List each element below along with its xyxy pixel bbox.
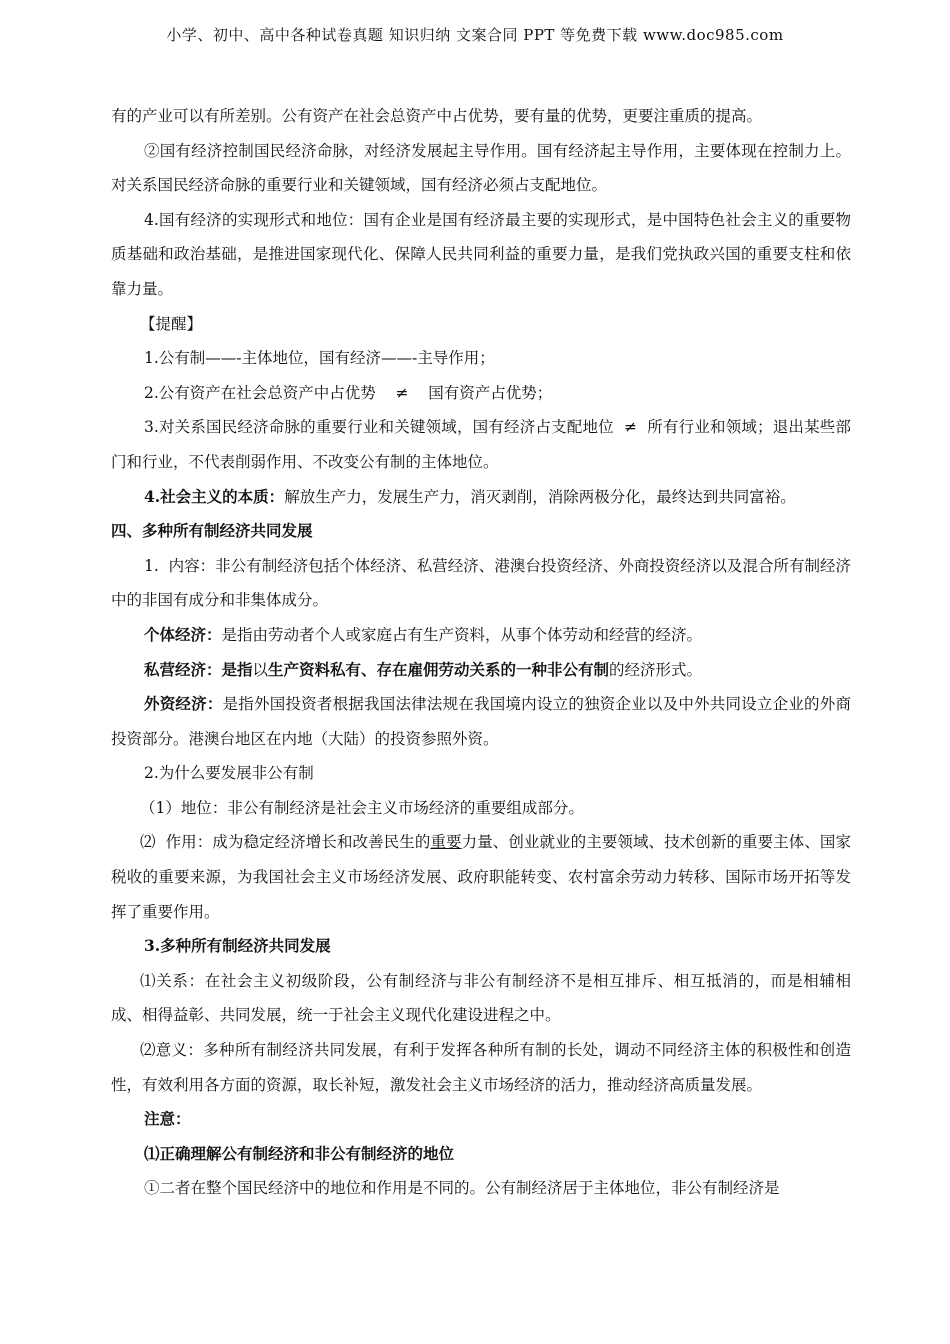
paragraph — [111, 203, 851, 307]
note-subheading — [111, 1137, 851, 1172]
paragraph-text: ⑵ 作用：成为稳定经济增长和改善民生的 — [140, 833, 431, 852]
paragraph — [111, 756, 851, 791]
document-body — [111, 99, 851, 1206]
heading-text: 3.多种所有制经济共同发展 — [144, 936, 331, 956]
paragraph-text: 【提醒】 — [140, 314, 203, 333]
paragraph-text: 是指外国投资者根据我国法律法规在我国境内设立的独资企业以及中外共同设立企业的外商投资部分。港澳台地区在内地（大陆）的投资参照外资。 — [111, 695, 851, 748]
paragraph — [111, 653, 851, 688]
paragraph — [111, 307, 851, 342]
paragraph-text: ①二者在整个国民经济中的地位和作用是不同的。公有制经济居于主体地位，非公有制经济是 — [144, 1179, 780, 1198]
paragraph — [111, 1171, 851, 1206]
paragraph — [111, 341, 851, 376]
paragraph-text: 力量、创业就业的主要领域、技术创新的重要主体、国家税收的重要来源，为我国社会主义市场经济发展、政府职能转变、农村富余劳动力转移、国际市场开拓等发挥了重要作用。 — [111, 833, 851, 921]
paragraph — [111, 376, 851, 411]
paragraph-text: 1. 内容：非公有制经济包括个体经济、私营经济、港澳台投资经济、外商投资经济以及混合所有制经济中的非国有成分和非集体成分。 — [111, 556, 851, 610]
paragraph-text: 3.对关系国民经济命脉的重要行业和关键领域，国有经济占支配地位 ≠ 所有行业和领域；退出某些部门和行业，不代表削弱作用、不改变公有制的主体地位。 — [111, 418, 851, 471]
paragraph — [111, 964, 851, 1033]
paragraph — [111, 825, 851, 929]
paragraph-text: ⑵意义：多种所有制经济共同发展，有利于发挥各种所有制的长处，调动不同经济主体的积极性和创造性，有效利用各方面的资源，取长补短，激发社会主义市场经济的活力，推动经济高质量发展。 — [111, 1041, 851, 1094]
paragraph — [111, 134, 851, 203]
paragraph — [111, 1033, 851, 1102]
paragraph-text: 解放生产力，发展生产力，消灭剥削，消除两极分化，最终达到共同富裕。 — [284, 487, 796, 506]
bold-text: 生产资料私有、存在雇佣劳动关系的一种非公有制 — [268, 659, 610, 679]
paragraph-text: 的经济形式。 — [609, 660, 703, 679]
underlined-text: 重要 — [430, 833, 462, 852]
paragraph — [111, 687, 851, 756]
page-header: 小学、初中、高中各种试卷真题 知识归纳 文案合同 PPT 等免费下载 www.doc985.com — [166, 26, 784, 44]
heading-text: 四、多种所有制经济共同发展 — [111, 521, 313, 541]
paragraph-text: 以 — [252, 660, 269, 679]
heading-text: 注意： — [144, 1109, 191, 1129]
bold-lead: 外资经济： — [144, 694, 223, 714]
bold-lead: 个体经济： — [144, 624, 222, 644]
paragraph-text: （1）地位：非公有制经济是社会主义市场经济的重要组成部分。 — [140, 798, 584, 817]
paragraph-text: 2.为什么要发展非公有制 — [144, 764, 314, 783]
section-heading — [111, 514, 851, 549]
paragraph — [111, 618, 851, 653]
paragraph — [111, 410, 851, 479]
paragraph — [111, 549, 851, 618]
paragraph — [111, 480, 851, 515]
paragraph-text: 有的产业可以有所差别。公有资产在社会总资产中占优势，要有量的优势，更要注重质的提高。 — [111, 107, 763, 125]
paragraph-text: 4.国有经济的实现形式和地位：国有企业是国有经济最主要的实现形式，是中国特色社会主义的重要物质基础和政治基础，是推进国家现代化、保障人民共同利益的重要力量，是我们党执政兴国的重要支柱和依靠力量。 — [111, 210, 851, 298]
paragraph-text: 2.公有资产在社会总资产中占优势 ≠ 国有资产占优势； — [144, 383, 553, 402]
paragraph-text: 是指由劳动者个人或家庭占有生产资料，从事个体劳动和经营的经济。 — [221, 625, 703, 644]
paragraph-text: ⑴关系：在社会主义初级阶段，公有制经济与非公有制经济不是相互排斥、相互抵消的，而是相辅相成、相得益彰、共同发展，统一于社会主义现代化建设进程之中。 — [111, 971, 851, 1025]
bold-lead: 4.社会主义的本质： — [144, 486, 285, 506]
paragraph-text: 1.公有制——-主体地位，国有经济——-主导作用； — [144, 349, 495, 368]
subsection-heading — [111, 929, 851, 964]
heading-text: ⑴正确理解公有制经济和非公有制经济的地位 — [144, 1143, 455, 1163]
paragraph — [111, 791, 851, 826]
bold-lead: 私营经济：是指 — [144, 659, 253, 679]
paragraph — [111, 99, 851, 134]
paragraph-text: ②国有经济控制国民经济命脉，对经济发展起主导作用。国有经济起主导作用，主要体现在控制力上。对关系国民经济命脉的重要行业和关键领域，国有经济必须占支配地位。 — [111, 141, 851, 195]
note-heading — [111, 1102, 851, 1137]
